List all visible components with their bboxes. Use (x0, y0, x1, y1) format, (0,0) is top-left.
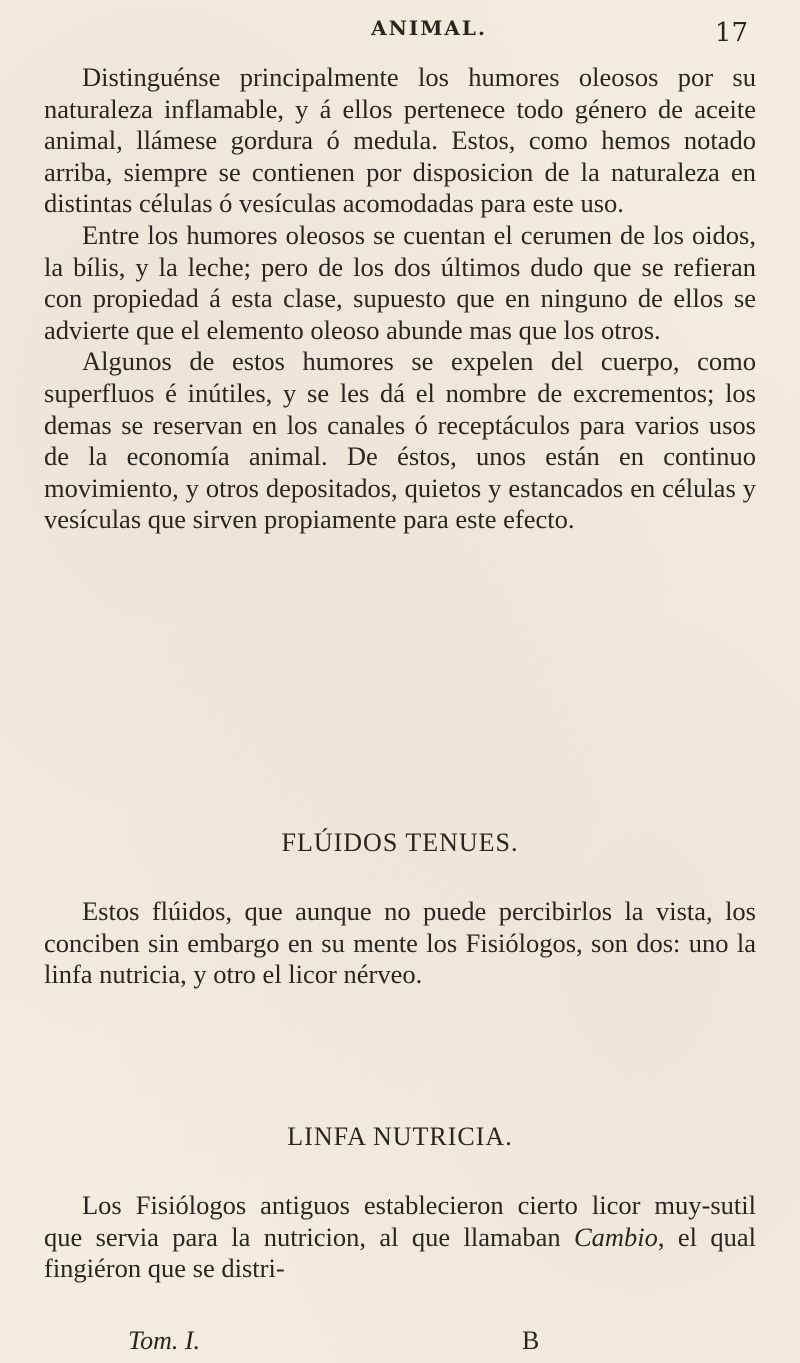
paragraph-excrementos: Algunos de estos humores se expelen del cuerpo, como superfluos é inútiles, y se les dá el nombre de excrementos; los demas se reservan en los canales ó receptáculos para varios usos de la economía animal. De éstos, unos están en continuo movimiento, y otros depositados, quietos y estancados en células y vesículas que sirven propiamente para este efecto. (44, 346, 756, 535)
running-head-title: ANIMAL. (371, 16, 487, 40)
paragraph-fisiologos-start: Los Fisiólogos antiguos establecieron cierto licor muy-sutil que servia para la nutricion, al que llamaban (44, 1190, 756, 1252)
signature-mark: B (522, 1326, 540, 1355)
term-cambio: Cambio (573, 1221, 658, 1252)
section-heading-fluidos-tenues: FLÚIDOS TENUES. (281, 828, 519, 857)
text-block-middle (44, 896, 756, 991)
text-block-top (44, 62, 756, 536)
paragraph-fisiologos (44, 1190, 756, 1285)
paragraph-fluidos: Estos flúidos, que aunque no puede percibirlos la vista, los conciben sin embargo en su mente los Fisiólogos, son dos: uno la linfa nutricia, y otro el licor nérveo. (44, 896, 756, 990)
page-number: 17 (714, 18, 748, 48)
paragraph-fisiologos-end: , el qual fingiéron que se distri- (44, 1221, 757, 1284)
paragraph-cerumen: Entre los humores oleosos se cuentan el cerumen de los oidos, la bílis, y la leche; pero de los dos últimos dudo que se refieran con propiedad á esta clase, supuesto que en ninguno de ellos se advierte que el elemento oleoso abunde mas que los otros. (44, 219, 756, 345)
text-block-bottom (44, 1190, 756, 1285)
running-head (40, 10, 748, 50)
section-heading-linfa-nutricia: LINFA NUTRICIA. (287, 1122, 513, 1151)
volume-marker: Tom. I. (128, 1326, 201, 1355)
paragraph-humores-oleosos: Distinguénse principalmente los humores oleosos por su naturaleza inflamable, y á ellos pertenece todo género de aceite animal, llámese gordura ó medula. Estos, como hemos notado arriba, siempre se contienen por disposicion de la naturaleza en distintas células ó vesículas acomodadas para este uso. (44, 62, 756, 219)
